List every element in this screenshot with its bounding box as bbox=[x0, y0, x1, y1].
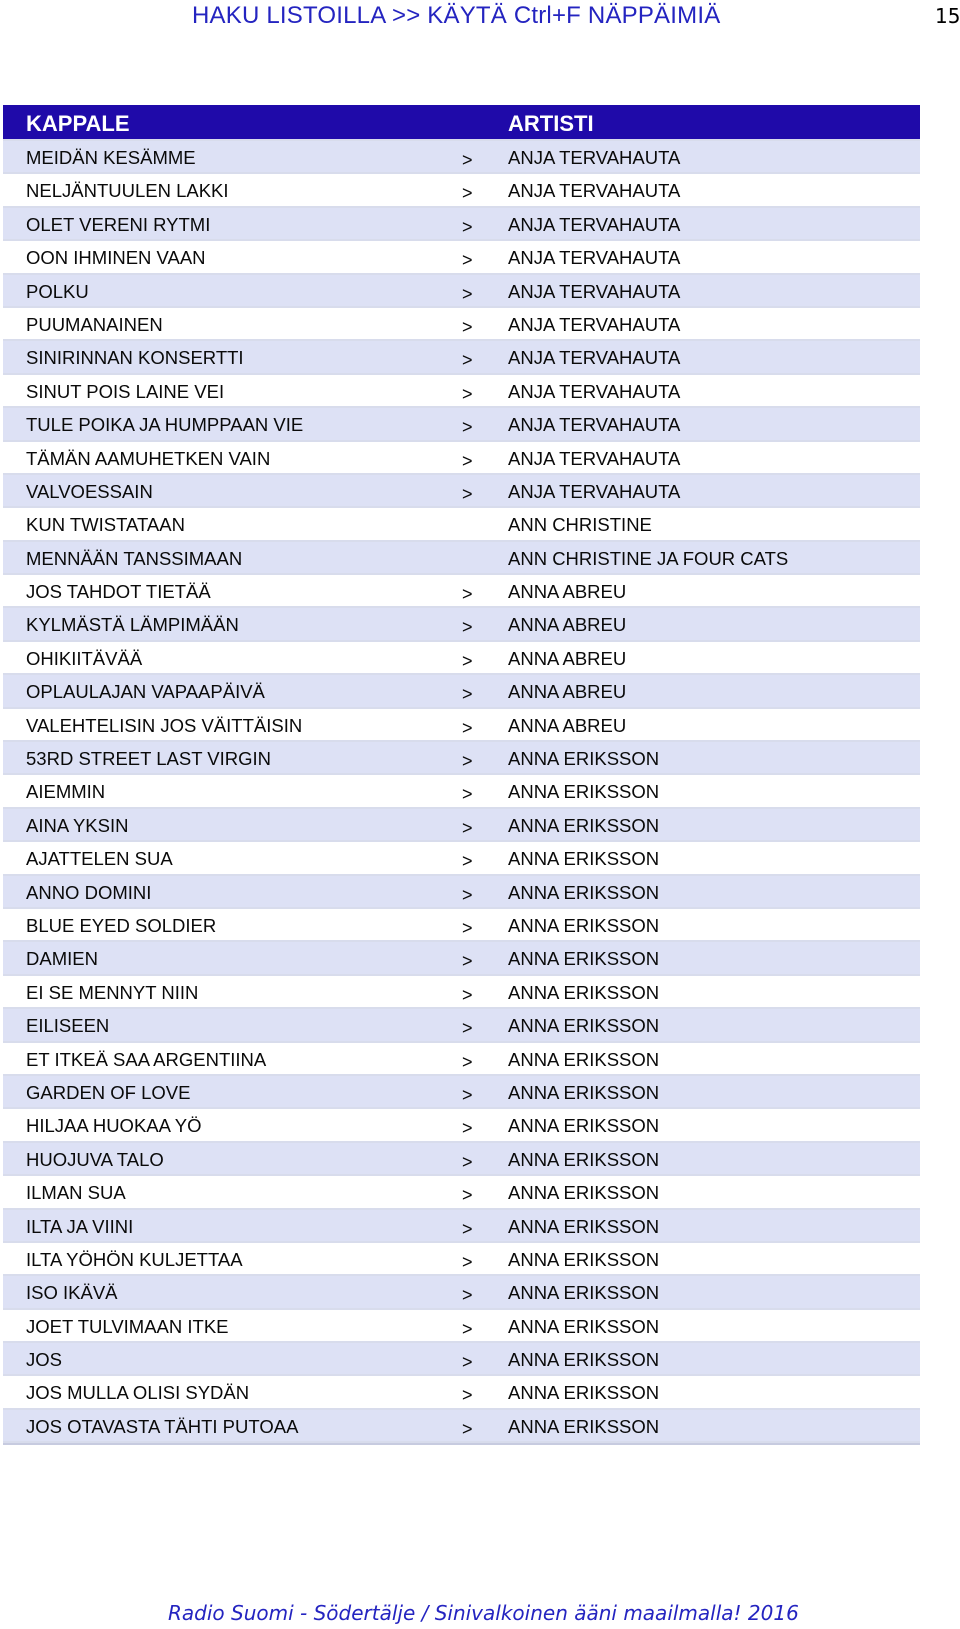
song-title: SINUT POIS LAINE VEI bbox=[26, 380, 225, 402]
table-row bbox=[3, 1009, 920, 1042]
table-row bbox=[3, 842, 920, 875]
song-title: HILJAA HUOKAA YÖ bbox=[26, 1115, 202, 1137]
song-title: MENNÄÄN TANSSIMAAN bbox=[26, 547, 243, 569]
song-title: JOS bbox=[26, 1349, 62, 1371]
artist-name: ANNA ERIKSSON bbox=[508, 781, 660, 803]
artist-name: ANN CHRISTINE bbox=[508, 514, 652, 536]
song-title: JOET TULVIMAAN ITKE bbox=[26, 1315, 229, 1337]
song-table bbox=[3, 105, 920, 1445]
table-row bbox=[3, 1076, 920, 1109]
separator-arrow: > bbox=[462, 751, 473, 772]
separator-arrow: > bbox=[462, 917, 473, 938]
song-title: TULE POIKA JA HUMPPAAN VIE bbox=[26, 414, 304, 436]
table-row bbox=[3, 575, 920, 608]
separator-arrow: > bbox=[462, 851, 473, 872]
page-footer: Radio Suomi - Södertälje / Sinivalkoinen ääni maailmalla! 2016 bbox=[168, 1601, 799, 1625]
table-row bbox=[3, 1109, 920, 1142]
separator-arrow: > bbox=[462, 383, 473, 404]
table-row bbox=[3, 1043, 920, 1076]
separator-arrow: > bbox=[462, 884, 473, 905]
song-title: OHIKIITÄVÄÄ bbox=[26, 647, 143, 669]
table-row bbox=[3, 174, 920, 207]
artist-name: ANNA ABREU bbox=[508, 581, 627, 603]
separator-arrow: > bbox=[462, 316, 473, 337]
artist-name: ANNA ERIKSSON bbox=[508, 1182, 660, 1204]
table-header-row bbox=[3, 105, 920, 141]
table-row bbox=[3, 375, 920, 408]
separator-arrow: > bbox=[462, 1352, 473, 1373]
separator-arrow: > bbox=[462, 350, 473, 371]
artist-name: ANNA ERIKSSON bbox=[508, 1415, 660, 1437]
song-title: VALEHTELISIN JOS VÄITTÄISIN bbox=[26, 714, 303, 736]
artist-name: ANJA TERVAHAUTA bbox=[508, 347, 681, 369]
table-row bbox=[3, 1276, 920, 1309]
song-title: ISO IKÄVÄ bbox=[26, 1282, 118, 1304]
song-title: ANNO DOMINI bbox=[26, 881, 152, 903]
table-row bbox=[3, 1310, 920, 1343]
artist-name: ANNA ABREU bbox=[508, 614, 627, 636]
song-title: MEIDÄN KESÄMME bbox=[26, 147, 196, 168]
artist-name: ANNA ERIKSSON bbox=[508, 948, 660, 970]
separator-arrow: > bbox=[462, 817, 473, 838]
separator-arrow: > bbox=[462, 183, 473, 204]
song-title: AINA YKSIN bbox=[26, 814, 129, 836]
table-row bbox=[3, 475, 920, 508]
table-row bbox=[3, 275, 920, 308]
artist-name: ANNA ERIKSSON bbox=[508, 1315, 660, 1337]
artist-name: ANJA TERVAHAUTA bbox=[508, 414, 681, 436]
separator-arrow: > bbox=[462, 1385, 473, 1406]
table-row bbox=[3, 308, 920, 341]
song-title: AIEMMIN bbox=[26, 781, 106, 803]
artist-name: ANJA TERVAHAUTA bbox=[508, 447, 681, 469]
song-title: ET ITKEÄ SAA ARGENTIINA bbox=[26, 1048, 267, 1070]
artist-name: ANNA ERIKSSON bbox=[508, 881, 660, 903]
table-row bbox=[3, 809, 920, 842]
table-body bbox=[3, 141, 920, 1443]
separator-arrow: > bbox=[462, 1118, 473, 1139]
table-row bbox=[3, 341, 920, 374]
song-title: POLKU bbox=[26, 280, 89, 302]
separator-arrow: > bbox=[462, 283, 473, 304]
artist-name: ANNA ERIKSSON bbox=[508, 1081, 660, 1103]
table-row bbox=[3, 675, 920, 708]
table-bottom-border bbox=[3, 1443, 920, 1445]
artist-name: ANNA ERIKSSON bbox=[508, 1048, 660, 1070]
artist-name: ANNA ERIKSSON bbox=[508, 1148, 660, 1170]
separator-arrow: > bbox=[462, 216, 473, 237]
separator-arrow: > bbox=[462, 1185, 473, 1206]
separator-arrow: > bbox=[462, 650, 473, 671]
song-title: VALVOESSAIN bbox=[26, 480, 153, 502]
table-row bbox=[3, 608, 920, 641]
table-row bbox=[3, 876, 920, 909]
separator-arrow: > bbox=[462, 1018, 473, 1039]
song-title: KYLMÄSTÄ LÄMPIMÄÄN bbox=[26, 614, 239, 636]
artist-name: ANNA ERIKSSON bbox=[508, 1248, 660, 1270]
song-title: OLET VERENI RYTMI bbox=[26, 213, 211, 235]
artist-name: ANNA ERIKSSON bbox=[508, 1282, 660, 1304]
artist-name: ANJA TERVAHAUTA bbox=[508, 313, 681, 335]
artist-name: ANJA TERVAHAUTA bbox=[508, 380, 681, 402]
artist-name: ANJA TERVAHAUTA bbox=[508, 180, 681, 202]
separator-arrow: > bbox=[462, 1084, 473, 1105]
separator-arrow: > bbox=[462, 717, 473, 738]
separator-arrow: > bbox=[462, 483, 473, 504]
artist-name: ANNA ERIKSSON bbox=[508, 1015, 660, 1037]
separator-arrow: > bbox=[462, 951, 473, 972]
song-title: ILTA YÖHÖN KULJETTAA bbox=[26, 1248, 243, 1270]
artist-name: ANNA ERIKSSON bbox=[508, 1115, 660, 1137]
table-row bbox=[3, 542, 920, 575]
song-title: KUN TWISTATAAN bbox=[26, 514, 185, 536]
artist-name: ANNA ERIKSSON bbox=[508, 848, 660, 870]
separator-arrow: > bbox=[462, 684, 473, 705]
artist-name: ANNA ERIKSSON bbox=[508, 1215, 660, 1237]
page-number: 15 bbox=[935, 4, 960, 28]
column-header-song: KAPPALE bbox=[26, 111, 130, 136]
song-title: OPLAULAJAN VAPAAPÄIVÄ bbox=[26, 681, 265, 703]
table-row bbox=[3, 709, 920, 742]
separator-arrow: > bbox=[462, 1318, 473, 1339]
separator-arrow: > bbox=[462, 417, 473, 438]
artist-name: ANNA ERIKSSON bbox=[508, 981, 660, 1003]
artist-name: ANNA ABREU bbox=[508, 681, 627, 703]
artist-name: ANJA TERVAHAUTA bbox=[508, 480, 681, 502]
table-row bbox=[3, 1243, 920, 1276]
artist-name: ANJA TERVAHAUTA bbox=[508, 213, 681, 235]
artist-name: ANJA TERVAHAUTA bbox=[508, 147, 681, 168]
song-title: NELJÄNTUULEN LAKKI bbox=[26, 180, 229, 202]
separator-arrow: > bbox=[462, 1218, 473, 1239]
separator-arrow: > bbox=[462, 984, 473, 1005]
separator-arrow: > bbox=[462, 1251, 473, 1272]
table-row bbox=[3, 1376, 920, 1409]
table-row bbox=[3, 775, 920, 808]
separator-arrow: > bbox=[462, 1418, 473, 1439]
song-title: EILISEEN bbox=[26, 1015, 110, 1037]
song-title: JOS TAHDOT TIETÄÄ bbox=[26, 581, 211, 603]
song-title: OON IHMINEN VAAN bbox=[26, 247, 206, 269]
song-title: GARDEN OF LOVE bbox=[26, 1081, 191, 1103]
separator-arrow: > bbox=[462, 1151, 473, 1172]
song-title: ILMAN SUA bbox=[26, 1182, 126, 1204]
song-title: HUOJUVA TALO bbox=[26, 1148, 164, 1170]
separator-arrow: > bbox=[462, 450, 473, 471]
artist-name: ANNA ABREU bbox=[508, 647, 627, 669]
song-title: ILTA JA VIINI bbox=[26, 1215, 134, 1237]
song-title: DAMIEN bbox=[26, 948, 98, 970]
song-title: JOS OTAVASTA TÄHTI PUTOAA bbox=[26, 1415, 299, 1437]
separator-arrow: > bbox=[462, 584, 473, 605]
table-row bbox=[3, 208, 920, 241]
separator-arrow: > bbox=[462, 250, 473, 271]
table-row bbox=[3, 976, 920, 1009]
song-title: TÄMÄN AAMUHETKEN VAIN bbox=[26, 447, 271, 469]
separator-arrow: > bbox=[462, 150, 473, 170]
table-row bbox=[3, 1143, 920, 1176]
table-row bbox=[3, 1410, 920, 1443]
separator-arrow: > bbox=[462, 784, 473, 805]
table-row bbox=[3, 1343, 920, 1376]
artist-name: ANNA ERIKSSON bbox=[508, 1382, 660, 1404]
column-header-artist: ARTISTI bbox=[508, 111, 594, 136]
artist-name: ANNA ERIKSSON bbox=[508, 748, 660, 770]
song-title: JOS MULLA OLISI SYDÄN bbox=[26, 1382, 250, 1404]
song-title: PUUMANAINEN bbox=[26, 313, 163, 335]
table-row bbox=[3, 442, 920, 475]
song-title: SINIRINNAN KONSERTTI bbox=[26, 347, 244, 369]
table-row bbox=[3, 408, 920, 441]
table-row bbox=[3, 1210, 920, 1243]
song-title: EI SE MENNYT NIIN bbox=[26, 981, 199, 1003]
song-title: BLUE EYED SOLDIER bbox=[26, 914, 217, 936]
table-row bbox=[3, 642, 920, 675]
song-title: 53RD STREET LAST VIRGIN bbox=[26, 748, 272, 770]
table-row bbox=[3, 942, 920, 975]
table-row bbox=[3, 508, 920, 541]
separator-arrow: > bbox=[462, 1051, 473, 1072]
artist-name: ANNA ABREU bbox=[508, 714, 627, 736]
table-row bbox=[3, 1176, 920, 1209]
artist-name: ANNA ERIKSSON bbox=[508, 1349, 660, 1371]
table-row bbox=[3, 742, 920, 775]
page-header bbox=[0, 0, 960, 40]
table-row bbox=[3, 241, 920, 274]
table-row bbox=[3, 141, 920, 174]
separator-arrow: > bbox=[462, 1285, 473, 1306]
song-title: AJATTELEN SUA bbox=[26, 848, 173, 870]
separator-arrow: > bbox=[462, 617, 473, 638]
artist-name: ANNA ERIKSSON bbox=[508, 914, 660, 936]
table-row bbox=[3, 909, 920, 942]
page-title: HAKU LISTOILLA >> KÄYTÄ Ctrl+F NÄPPÄIMIÄ bbox=[192, 2, 721, 29]
artist-name: ANJA TERVAHAUTA bbox=[508, 280, 681, 302]
artist-name: ANNA ERIKSSON bbox=[508, 814, 660, 836]
artist-name: ANJA TERVAHAUTA bbox=[508, 247, 681, 269]
artist-name: ANN CHRISTINE JA FOUR CATS bbox=[508, 547, 789, 569]
